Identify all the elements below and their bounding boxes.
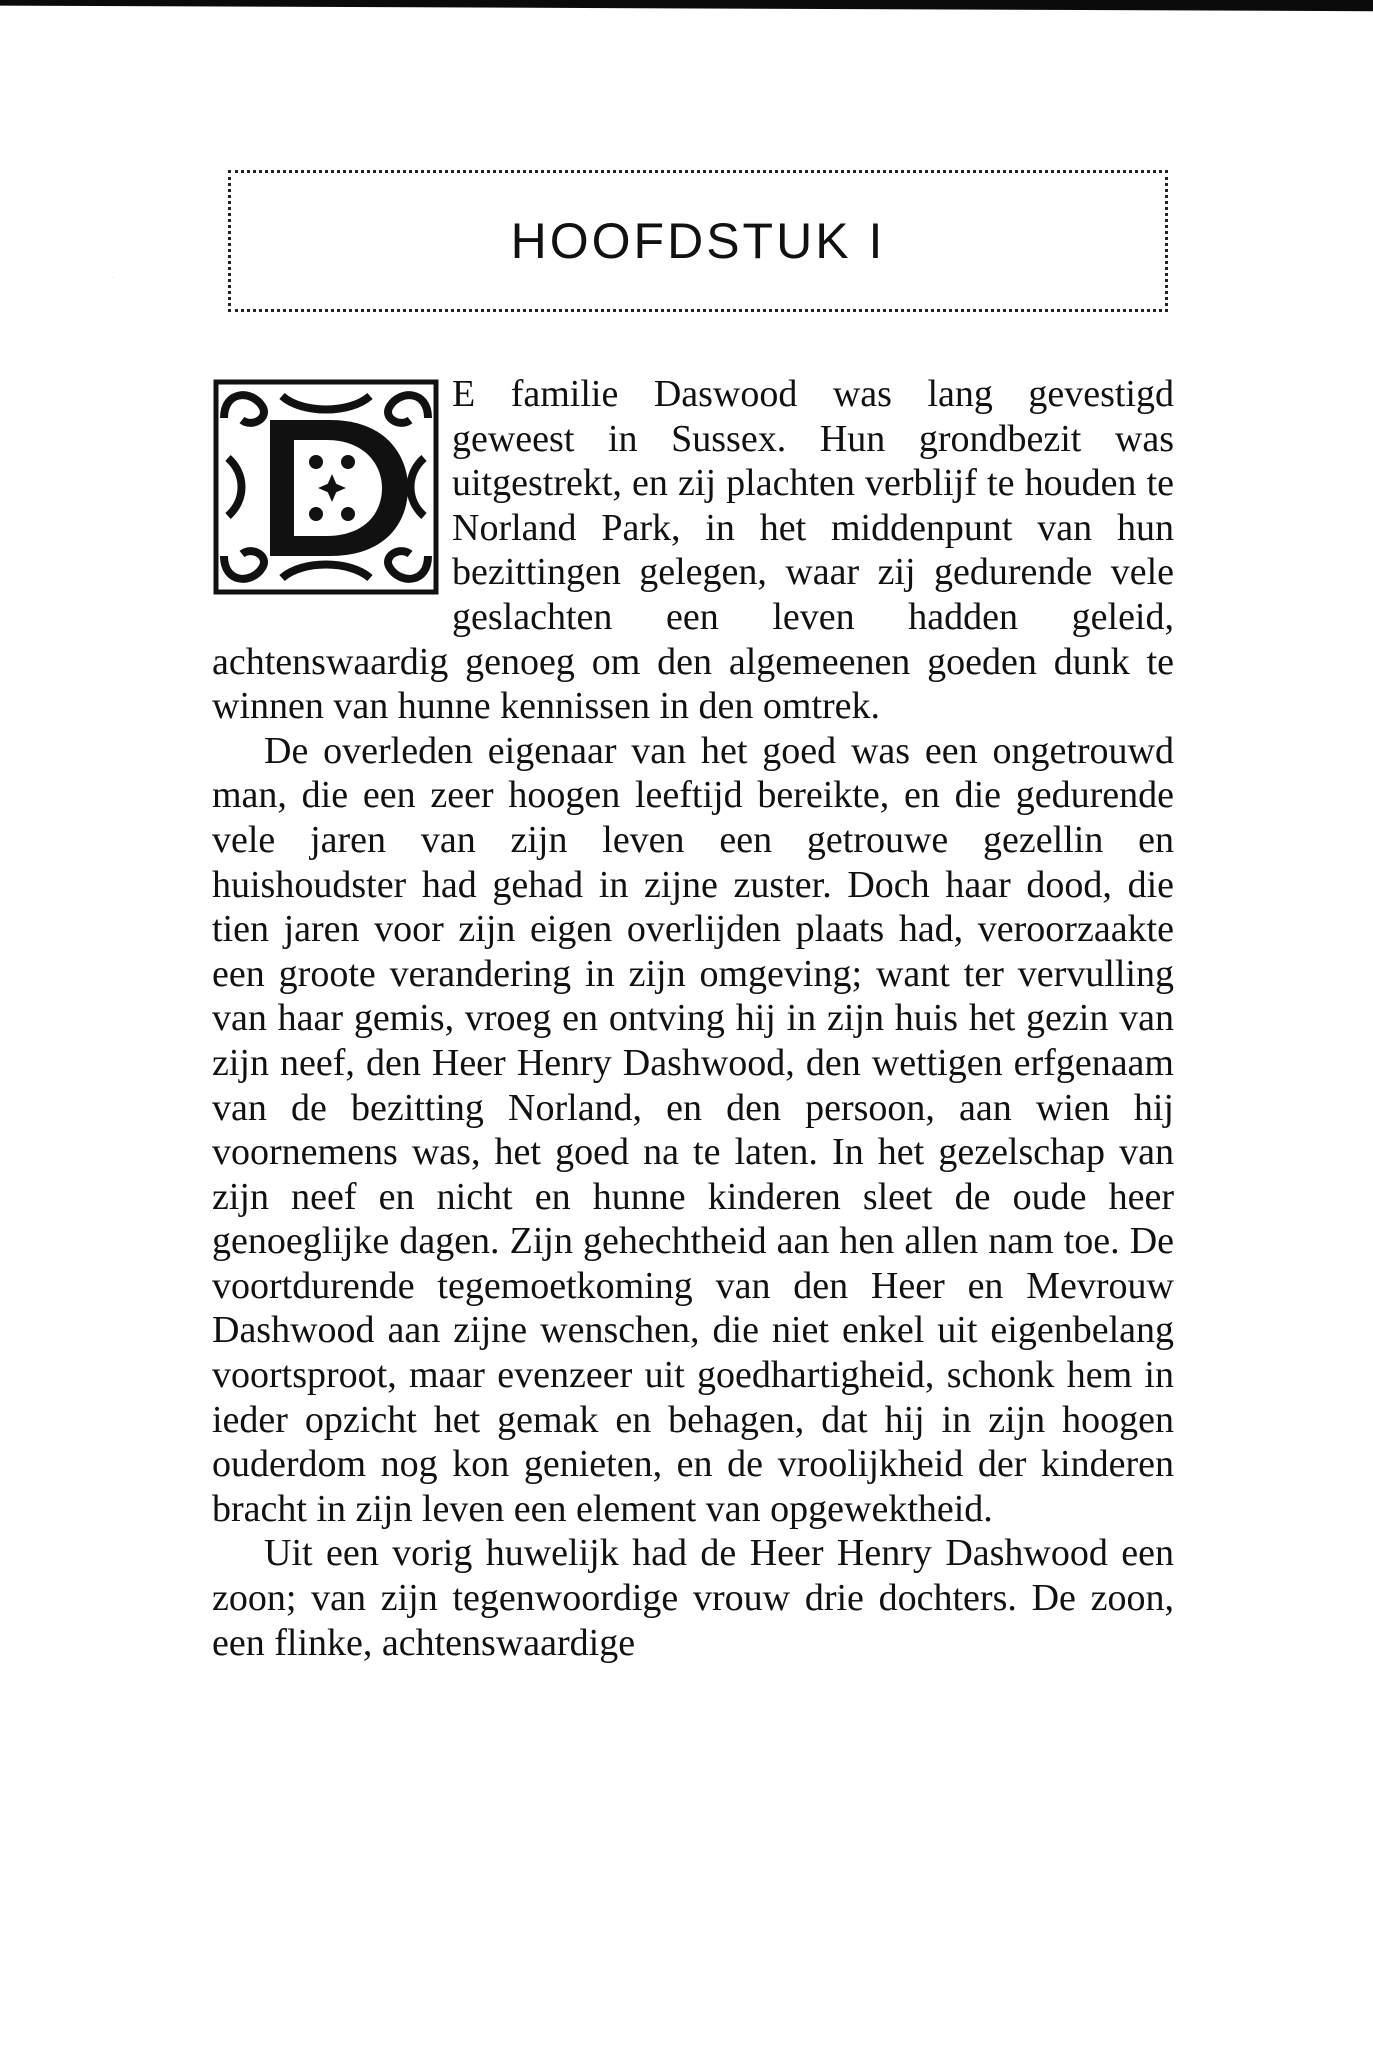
top-scan-rule <box>0 0 1373 16</box>
chapter-title: HOOFDSTUK I <box>510 213 886 269</box>
paragraph-3: Uit een vorig huwelijk had de Heer Henry Dashwood een zoon; van zijn tegenwoordige vrouw drie dochters. De zoon, een flinke, achtenswaardige <box>212 1532 1174 1664</box>
paragraph-1 <box>112 278 1174 729</box>
chapter-heading-frame <box>228 170 1168 312</box>
dropcap-letter: D <box>112 278 113 279</box>
paragraph-1-text: E familie Daswood was lang gevestigd geweest in Sussex. Hun grondbezit was uitgestrekt, en zij plachten verblijf te houden te Norland Park, in het middenpunt van hun bezittingen gelegen, waar zij gedurende vele geslachten een leven hadden geleid, achtenswaardig genoeg om den algemeenen goeden dunk te winnen van hunne kennissen in den omtrek. <box>212 373 1174 728</box>
dropcap-ornament-icon <box>112 278 440 596</box>
ornamental-dropcap <box>112 278 440 596</box>
body-text <box>112 278 1174 1665</box>
paragraph-2: De overleden eigenaar van het goed was een ongetrouwd man, die een zeer hoogen leeftijd bereikte, en die gedurende vele jaren van zijn leven een getrouwe gezellin en huishoudster had gehad in zijne zuster. Doch haar dood, die tien jaren voor zijn eigen overlijden plaats had, veroorzaakte een groote verandering in zijn omgeving; want ter vervulling van haar gemis, vroeg en ontving hij in zijn huis het gezin van zijn neef, den Heer Henry Dashwood, den wettigen erfgenaam van de bezitting Norland, en den persoon, aan wien hij voornemens was, het goed na te laten. In het gezelschap van zijn neef en nicht en hunne kinderen sleet de oude heer genoeglijke dagen. Zijn gehechtheid aan hen allen nam toe. De voortdurende tegemoetkoming van den Heer en Mevrouw Dashwood aan zijne wenschen, die niet enkel uit eigenbelang voortsproot, maar evenzeer uit goedhartigheid, schonk hem in ieder opzicht het gemak en behagen, dat hij in zijn hoogen ouderdom nog kon genieten, en de vroolijkheid der kinderen bracht in zijn leven een element van opgewektheid. <box>212 729 1174 1530</box>
